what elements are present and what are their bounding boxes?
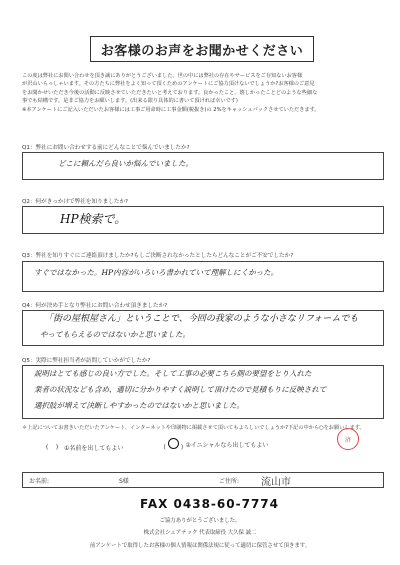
name-value: S様	[119, 478, 129, 485]
name-label: お名前:	[29, 478, 50, 485]
question-5-label: Q5：実際に弊社担当者が訪問していかがでしたか?	[22, 358, 151, 364]
name-address-row	[22, 472, 384, 488]
answer-4-line-2: やってもらえるのではないかと思いました。	[40, 330, 190, 339]
option-initial-ok[interactable]	[161, 438, 268, 451]
answer-2-line-1: HP検索で。	[60, 212, 127, 226]
question-1-label: Q1：弊社にお問い合わせする前にどんなことで悩んでいましたか?	[22, 145, 190, 151]
intro-line: ※本アンケートにご記入いただいたお客様には工事ご用命時に工事金額(税抜き)の 2%をキャッシュバックさせていただきます。	[22, 106, 320, 113]
answer-3-line-1: すぐではなかった。HP内容がいろいろ書かれていて理解しにくかった。	[34, 268, 279, 277]
intro-line: が沢山いらっしゃいます。その方たちに弊社をよく知って頂くためのアンケートにご協力頂けないでしょうか?お客様のご意見	[22, 81, 315, 88]
option-name-ok[interactable]	[40, 443, 123, 452]
answer-5-line-2: 業者の状況なども含め、適切に分かりやすく説明して頂けたので見積もりに反映されて	[34, 385, 327, 394]
intro-line: 事でも結構です。是非ご協力をお願いします。(出来る限り具体的に書いて頂ければ幸いです)	[22, 98, 238, 105]
address-value: 流山市	[261, 477, 291, 488]
option-name-ok-label: ①名前を出してもよい	[64, 445, 124, 452]
fax-number: FAX 0438-60-7774	[140, 497, 279, 511]
question-3-label: Q3：弊社を知りすぐにご連絡頂けましたか?もしご決断されなかったとしたらどんなことがご不安でしたか?	[22, 253, 294, 259]
intro-line: この度は弊社にお問い合わせを頂き誠にありがとうございました。世の中には弊社の存在やサービスをご存知ないお客様	[22, 73, 303, 79]
consent-note: ＊上記についてお書きいただいたアンケート、インターネットや印刷物に掲載させて頂いてもよろしいでしょうか?下記の中から○をお願いします。	[22, 425, 365, 431]
privacy-note: 前アンケートで取得したお客様の個人情報は関係法規に従って適切に保管させて頂きます。	[89, 543, 311, 549]
option-initial-ok-label: ②イニシャルなら出してもよい	[185, 442, 269, 449]
answer-1-line-1: どこに頼んだら良いか悩んでいました。	[58, 159, 193, 168]
address-label: ご住所:	[219, 478, 240, 485]
intro-text	[22, 72, 382, 114]
page-title: お客様のお声をお聞かせください	[90, 36, 314, 62]
question-4-label: Q4：何が決め手となり弊社にお問い合わせ頂きましたか?	[22, 303, 168, 309]
answer-4-line-1: 「街の屋根屋さん」ということで、今回の我家のような小さなリフォームでも	[44, 314, 359, 324]
company-info: 株式会社シェアテック 代表取締役 大久保 誠二	[143, 530, 257, 536]
option-bracket: ( )	[45, 444, 59, 451]
intro-line: をお聞かせいただき今後の活動に反映させていただきたいと考えております。良かったこと、嬉しかったことどのような些細な	[22, 89, 318, 96]
received-stamp: 済	[337, 428, 359, 450]
option-bracket: ( )	[161, 438, 185, 451]
thanks-text: ご協力ありがとうございました。	[159, 518, 241, 524]
selected-circle-mark	[168, 438, 179, 449]
answer-5-line-3: 選択肢が増えて決断しやすかったのではないかと思いました。	[34, 401, 244, 410]
consent-options	[40, 438, 304, 452]
answer-5-line-1: 説明はとても感じの良い方でした。そして工事の必要こちら側の要望をとり入れた	[34, 369, 312, 378]
question-2-label: Q2：何がきっかけで弊社を知りましたか?	[22, 199, 129, 205]
